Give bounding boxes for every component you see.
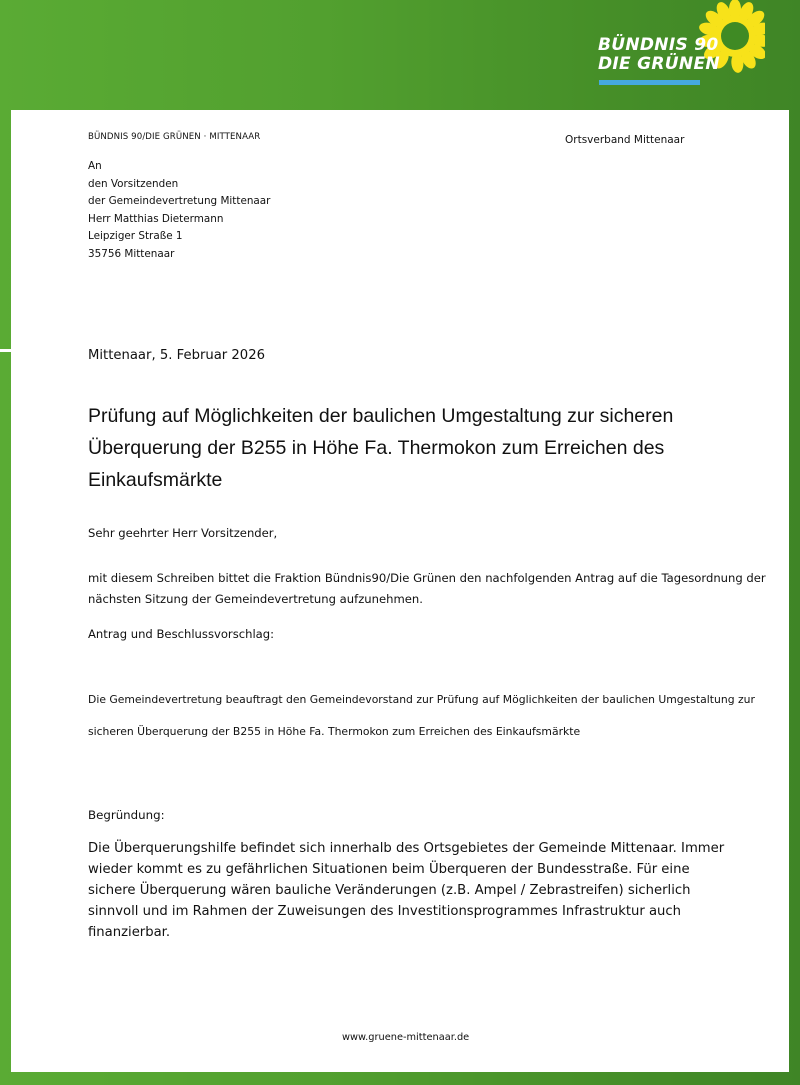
antrag-body: Die Gemeindevertretung beauftragt den Gemeindevorstand zur Prüfung auf Möglichkeiten der baulichen Umgestaltung zur sicheren Überquerung der B255 in Höhe Fa. Thermokon zum Erreichen des Einkaufsmärkte: [88, 693, 755, 738]
recipient-address: [88, 158, 270, 263]
ortsverband-label: Ortsverband Mittenaar: [565, 134, 685, 146]
logo-wordmark: [598, 36, 720, 74]
address-line: 35756 Mittenaar: [88, 247, 175, 260]
begruendung-heading: Begründung:: [88, 808, 165, 822]
antrag-heading: Antrag und Beschlussvorschlag:: [88, 627, 275, 641]
address-line: Herr Matthias Dietermann: [88, 212, 224, 225]
address-line: An: [88, 160, 102, 172]
subject-heading: Prüfung auf Möglichkeiten der baulichen Umgestaltung zur sicheren Überquerung der B255 in Höhe Fa. Thermokon zum Erreichen des Einkaufsmärkte: [88, 405, 674, 491]
address-line: Leipziger Straße 1: [88, 230, 183, 242]
party-logo: [598, 0, 768, 90]
sender-line: BÜNDNIS 90/DIE GRÜNEN · MITTENAAR: [88, 132, 261, 142]
footer-website[interactable]: www.gruene-mittenaar.de: [342, 1032, 470, 1043]
letter-page: [11, 110, 789, 1072]
salutation: Sehr geehrter Herr Vorsitzender,: [88, 526, 278, 540]
logo-underline-bar: [599, 80, 700, 85]
logo-line-1: BÜNDNIS 90: [598, 35, 719, 55]
date-line: Mittenaar, 5. Februar 2026: [88, 348, 265, 363]
begruendung-body: Die Überquerungshilfe befindet sich innerhalb des Ortsgebietes der Gemeinde Mittenaar. Immer wieder kommt es zu gefährlichen Situationen beim Überqueren der Bundesstraße. Für eine sichere Überquerung wären bauliche Veränderungen (z.B. Ampel / Zebrastreifen) sicherlich sinnvoll und im Rahmen der Zuweisungen des Investitionsprogrammes Infrastruktur auch finanzierbar.: [88, 841, 725, 940]
address-line: den Vorsitzenden: [88, 177, 179, 190]
intro-paragraph: mit diesem Schreiben bittet die Fraktion Bündnis90/Die Grünen den nachfolgenden Antrag auf die Tagesordnung der nächsten Sitzung der Gemeindevertretung aufzunehmen.: [88, 571, 766, 606]
address-line: der Gemeindevertretung Mittenaar: [88, 195, 271, 207]
fold-mark: [0, 349, 11, 352]
logo-line-2: DIE GRÜNEN: [598, 54, 720, 74]
